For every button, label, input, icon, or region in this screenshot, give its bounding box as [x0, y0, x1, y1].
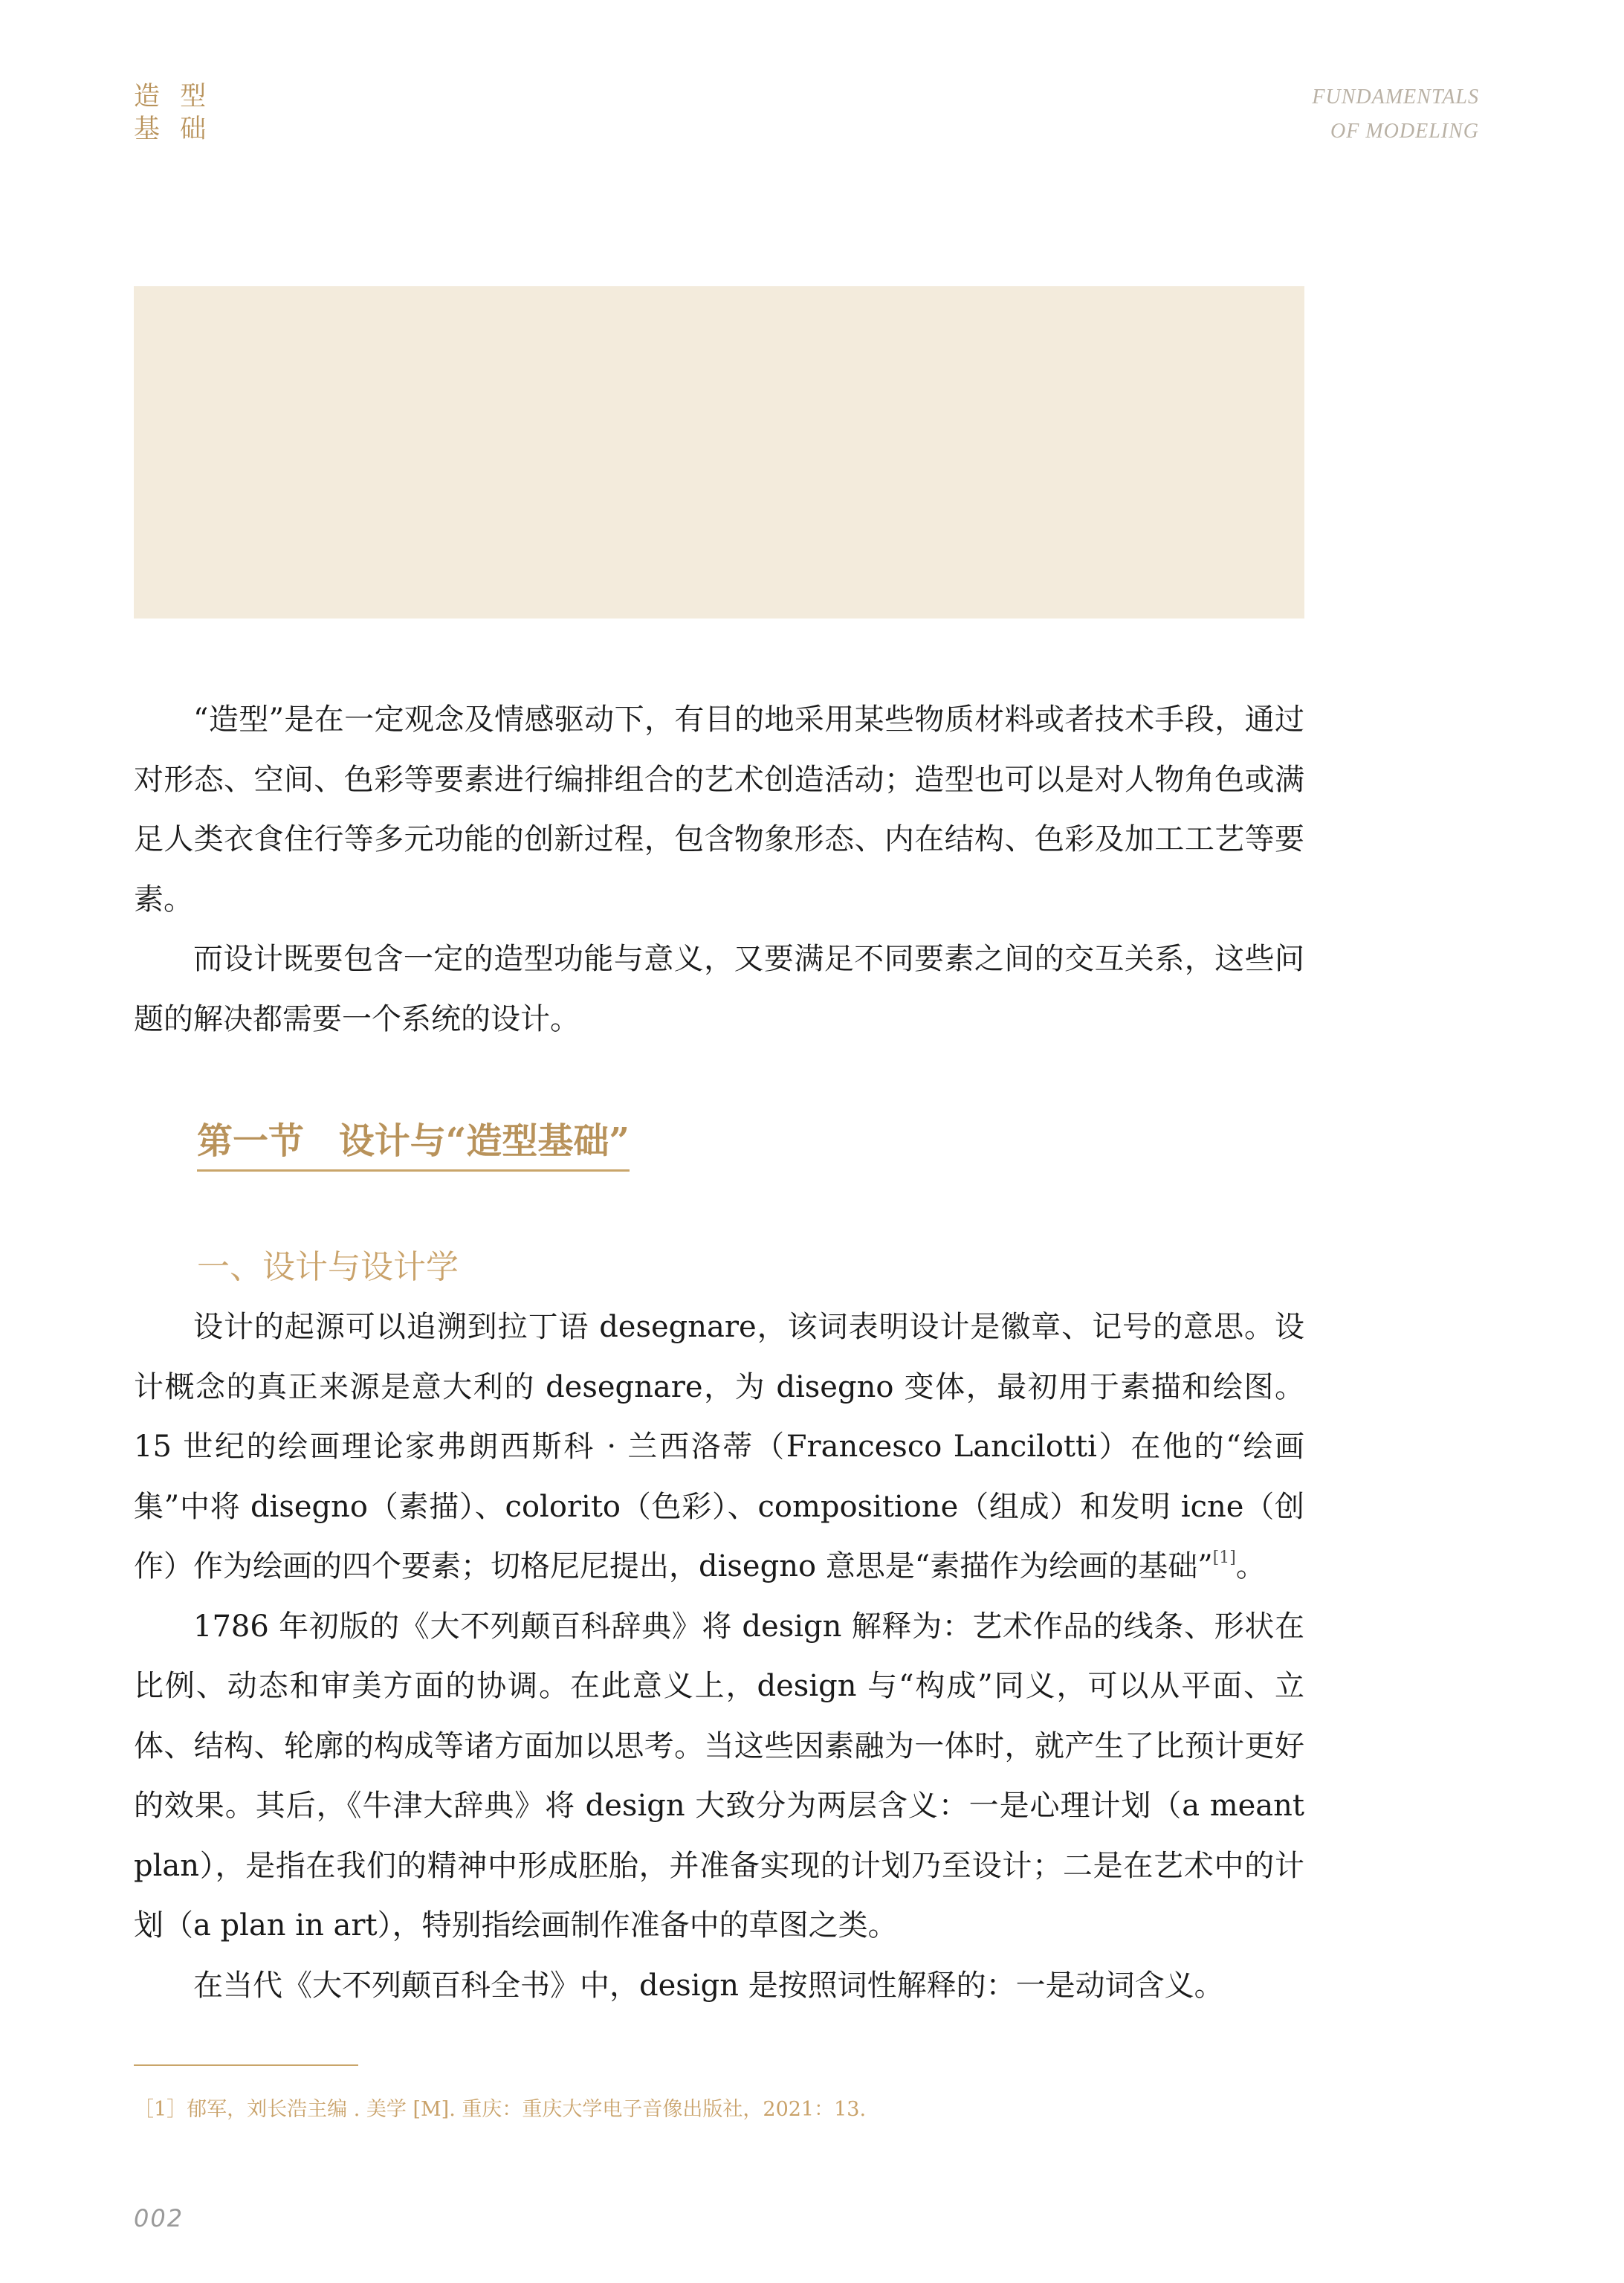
intro-paragraph-2: 而设计既要包含一定的造型功能与意义，又要满足不同要素之间的交互关系，这些问题的解决都需要一个系统的设计。: [134, 942, 1304, 1036]
body-paragraph-2: 1786 年初版的《大不列颠百科辞典》将 design 解释为：艺术作品的线条、形状在比例、动态和审美方面的协调。在此意义上，design 与“构成”同义，可以从平面、立体、结构、轮廓的构成等诸方面加以思考。当这些因素融为一体时，就产生了比预计更好的效果。其后，《牛津大辞典》将 design 大致分为两层含义：一是心理计划（a meant plan），是指在我们的精神中形成胚胎，并准备实现的计划乃至设计；二是在艺术中的计划（a plan in art），特别指绘画制作准备中的草图之类。: [134, 1609, 1304, 1943]
header-english-line-2: OF MODELING: [1330, 120, 1479, 143]
footnote: ［1］郁军，刘长浩主编 . 美学 [M]. 重庆：重庆大学电子音像出版社，2021：13.: [134, 2098, 867, 2121]
body-paragraph-1-text: 设计的起源可以追溯到拉丁语 desegnare，该词表明设计是徽章、记号的意思。设计概念的真正来源是意大利的 desegnare，为 disegno 变体，最初用于素描和绘图。15 世纪的绘画理论家弗朗西斯科 · 兰西洛蒂（Francesco Lancilotti）在他的“绘画集”中将 disegno（素描）、colorito（色彩）、compositione（组成）和发明 icne（创作）作为绘画的四个要素；切格尼尼提出，disegno 意思是“素描作为绘画的基础”: [134, 1310, 1304, 1583]
header-english-line-1: FUNDAMENTALS: [1312, 85, 1479, 109]
page-number: 002: [134, 2204, 184, 2232]
running-header-english: [1312, 80, 1479, 149]
footnote-divider: [134, 2064, 358, 2066]
header-title-line-2: 基 础: [134, 114, 213, 144]
main-text: [134, 1297, 1304, 2015]
body-paragraph-3: 在当代《大不列颠百科全书》中，design 是按照词性解释的：一是动词含义。: [193, 1968, 1224, 2003]
header-title-line-1: 造 型: [134, 82, 213, 112]
body-paragraph-1: [134, 1297, 1304, 1597]
figure-placeholder: [134, 286, 1304, 619]
subsection-heading: 一、设计与设计学: [197, 1248, 459, 1286]
footnote-reference[interactable]: [1]: [1212, 1549, 1236, 1567]
running-header-chinese: [134, 80, 212, 146]
body-paragraph-1-end: 。: [1235, 1549, 1266, 1583]
intro-paragraph-1: “造型”是在一定观念及情感驱动下，有目的地采用某些物质材料或者技术手段，通过对形态、空间、色彩等要素进行编排组合的艺术创造活动；造型也可以是对人物角色或满足人类衣食住行等多元功能的创新过程，包含物象形态、内在结构、色彩及加工工艺等要素。: [134, 703, 1304, 917]
intro-text: [134, 690, 1304, 1049]
section-heading: 第一节 设计与“造型基础”: [197, 1119, 630, 1172]
